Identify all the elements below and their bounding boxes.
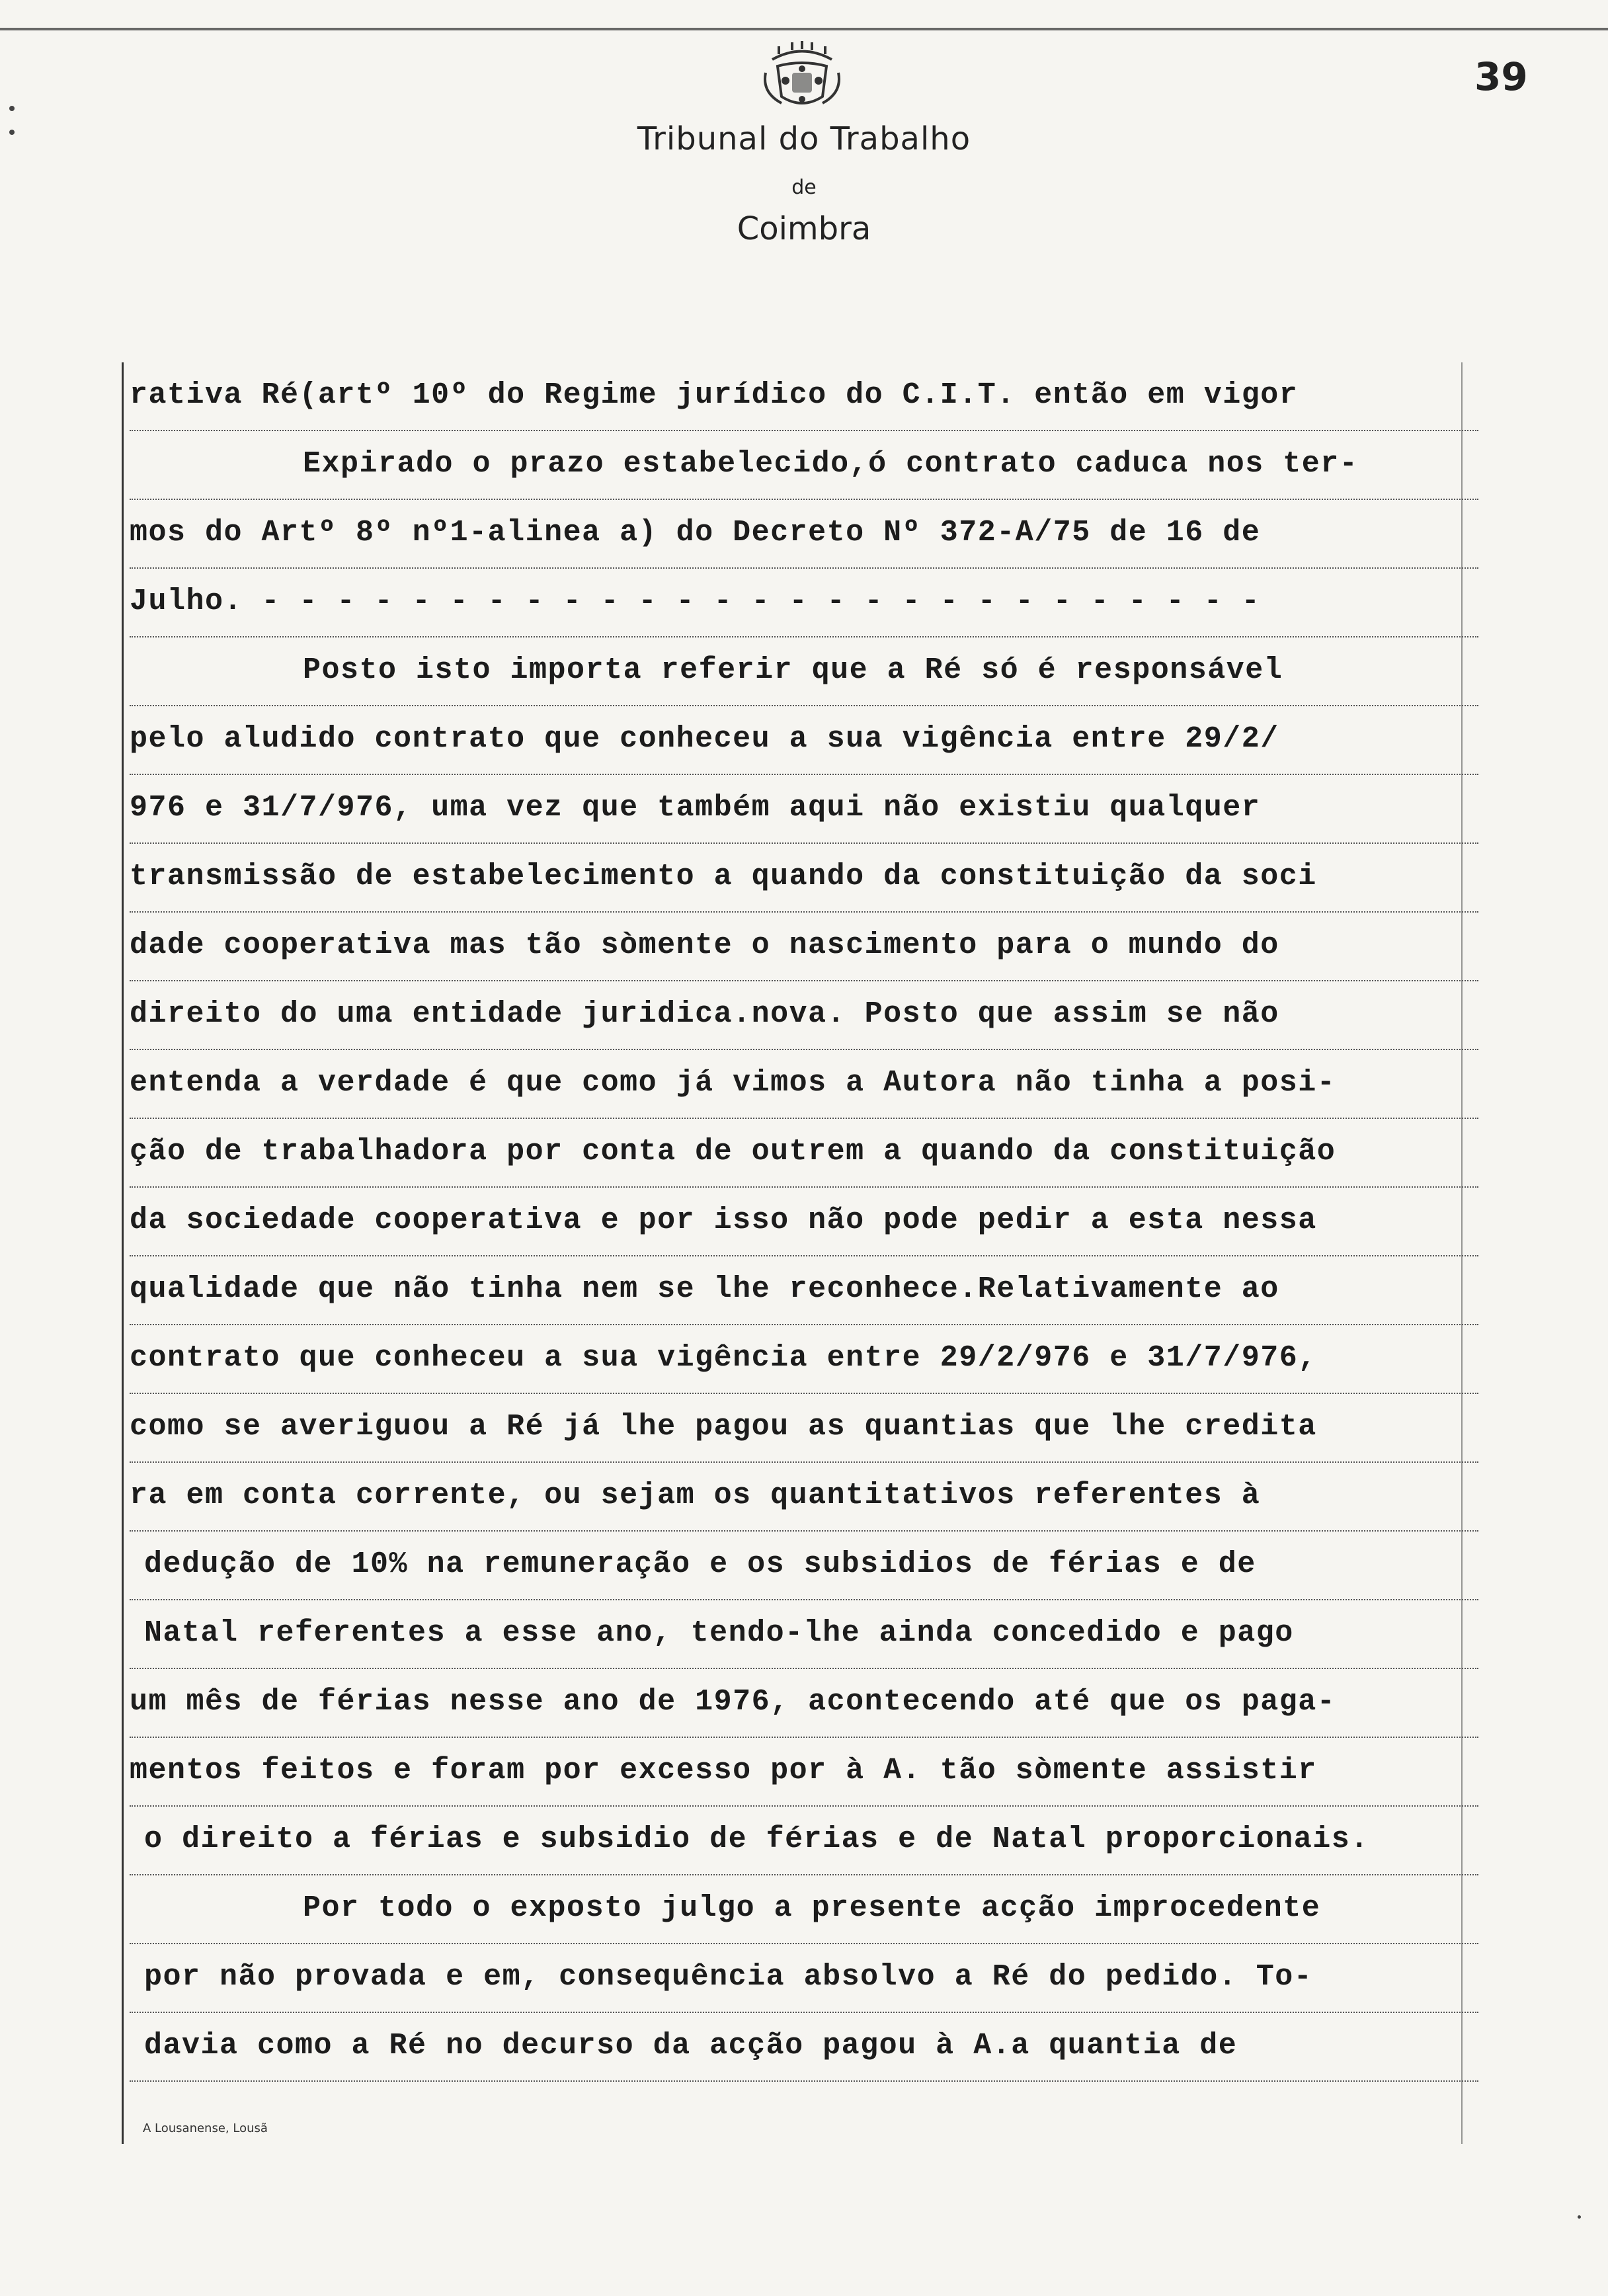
body-line: mentos feitos e foram por excesso por à A. tão sòmente assistir [130,1738,1478,1807]
body-line: direito do uma entidade juridica.nova. Posto que assim se não [130,981,1478,1050]
body-line: contrato que conheceu a sua vigência entre 29/2/976 e 31/7/976, [130,1325,1478,1394]
typed-body [130,362,1478,2082]
body-line: um mês de férias nesse ano de 1976, acontecendo até que os paga- [130,1669,1478,1738]
body-line: dedução de 10% na remuneração e os subsidios de férias e de [130,1532,1478,1600]
scan-speck [9,106,15,111]
body-line: Expirado o prazo estabelecido,ó contrato caduca nos ter- [130,431,1478,500]
court-city: Coimbra [737,210,871,247]
body-line: da sociedade cooperativa e por isso não pode pedir a esta nessa [130,1188,1478,1256]
top-rule [0,28,1608,30]
body-line: davia como a Ré no decurso da acção pagou à A.a quantia de [130,2013,1478,2082]
body-line: dade cooperativa mas tão sòmente o nascimento para o mundo do [130,913,1478,981]
body-line: ra em conta corrente, ou sejam os quantitativos referentes à [130,1463,1478,1532]
court-connector: de [791,176,817,199]
body-line: Posto isto importa referir que a Ré só é responsável [130,637,1478,706]
body-line: o direito a férias e subsidio de férias e de Natal proporcionais. [130,1807,1478,1875]
body-line: 976 e 31/7/976, uma vez que também aqui não existiu qualquer [130,775,1478,844]
coat-of-arms-icon [759,40,845,112]
body-line: Natal referentes a esse ano, tendo-lhe ainda concedido e pago [130,1600,1478,1669]
printer-mark: A Lousanense, Lousã [143,2121,268,2135]
body-line: transmissão de estabelecimento a quando da constituição da soci [130,844,1478,913]
body-line: mos do Artº 8º nº1-alinea a) do Decreto Nº 372-A/75 de 16 de [130,500,1478,569]
body-line: qualidade que não tinha nem se lhe reconhece.Relativamente ao [130,1256,1478,1325]
body-line: como se averiguou a Ré já lhe pagou as quantias que lhe credita [130,1394,1478,1463]
body-line: Por todo o exposto julgo a presente acção improcedente [130,1875,1478,1944]
body-line: rativa Ré(artº 10º do Regime jurídico do C.I.T. então em vigor [130,362,1478,431]
left-margin-rule [122,362,124,2144]
body-line: ção de trabalhadora por conta de outrem a quando da constituição [130,1119,1478,1188]
body-line: por não provada e em, consequência absolvo a Ré do pedido. To- [130,1944,1478,2013]
scan-speck [9,130,15,135]
scan-speck [1578,2215,1581,2219]
page-number: 39 [1474,54,1528,99]
body-line: entenda a verdade é que como já vimos a Autora não tinha a posi- [130,1050,1478,1119]
court-name: Tribunal do Trabalho [637,120,971,157]
body-line: pelo aludido contrato que conheceu a sua vigência entre 29/2/ [130,706,1478,775]
body-line: Julho. - - - - - - - - - - - - - - - - - - - - - - - - - - - [130,569,1478,637]
